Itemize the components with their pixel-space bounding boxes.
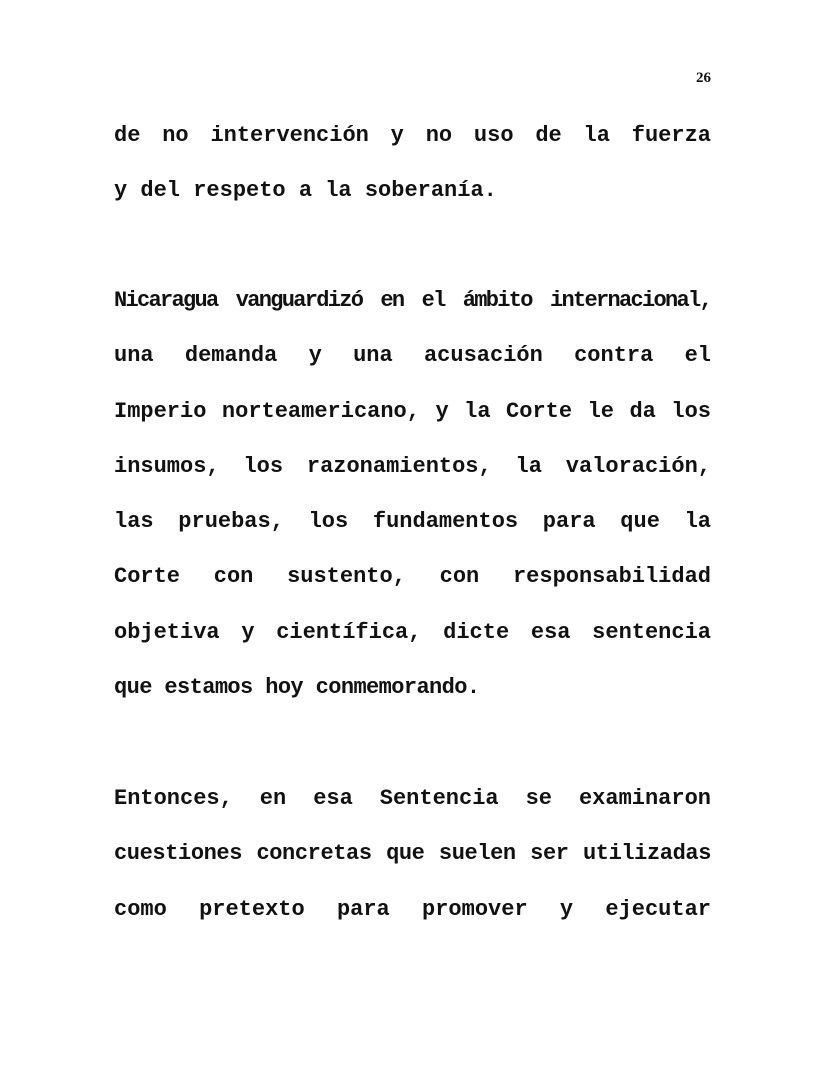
page-number: 26: [696, 70, 711, 86]
text-line: de no intervención y no uso de la fuerza: [114, 123, 711, 148]
text-line: Nicaragua vanguardizó en el ámbito internacional,: [114, 288, 711, 313]
text-line: una demanda y una acusación contra el: [114, 343, 711, 369]
text-line: cuestiones concretas que suelen ser utilizadas: [114, 841, 711, 867]
text-line: y del respeto a la soberanía.: [114, 178, 497, 204]
paragraph-1: [114, 124, 711, 235]
text-line: que estamos hoy conmemorando.: [114, 675, 480, 701]
text-line: Corte con sustento, con responsabilidad: [114, 564, 711, 590]
text-line: Imperio norteamericano, y la Corte le da los: [114, 398, 711, 424]
text-line: como pretexto para promover y ejecutar: [114, 896, 711, 922]
text-line: Entonces, en esa Sentencia se examinaron: [114, 786, 711, 811]
text-line: objetiva y científica, dicte esa sentencia: [114, 619, 711, 645]
text-line: las pruebas, los fundamentos para que la: [114, 509, 711, 535]
text-line: insumos, los razonamientos, la valoración,: [114, 453, 711, 479]
paragraph-3: [114, 787, 711, 953]
paragraph-2: [114, 289, 711, 731]
